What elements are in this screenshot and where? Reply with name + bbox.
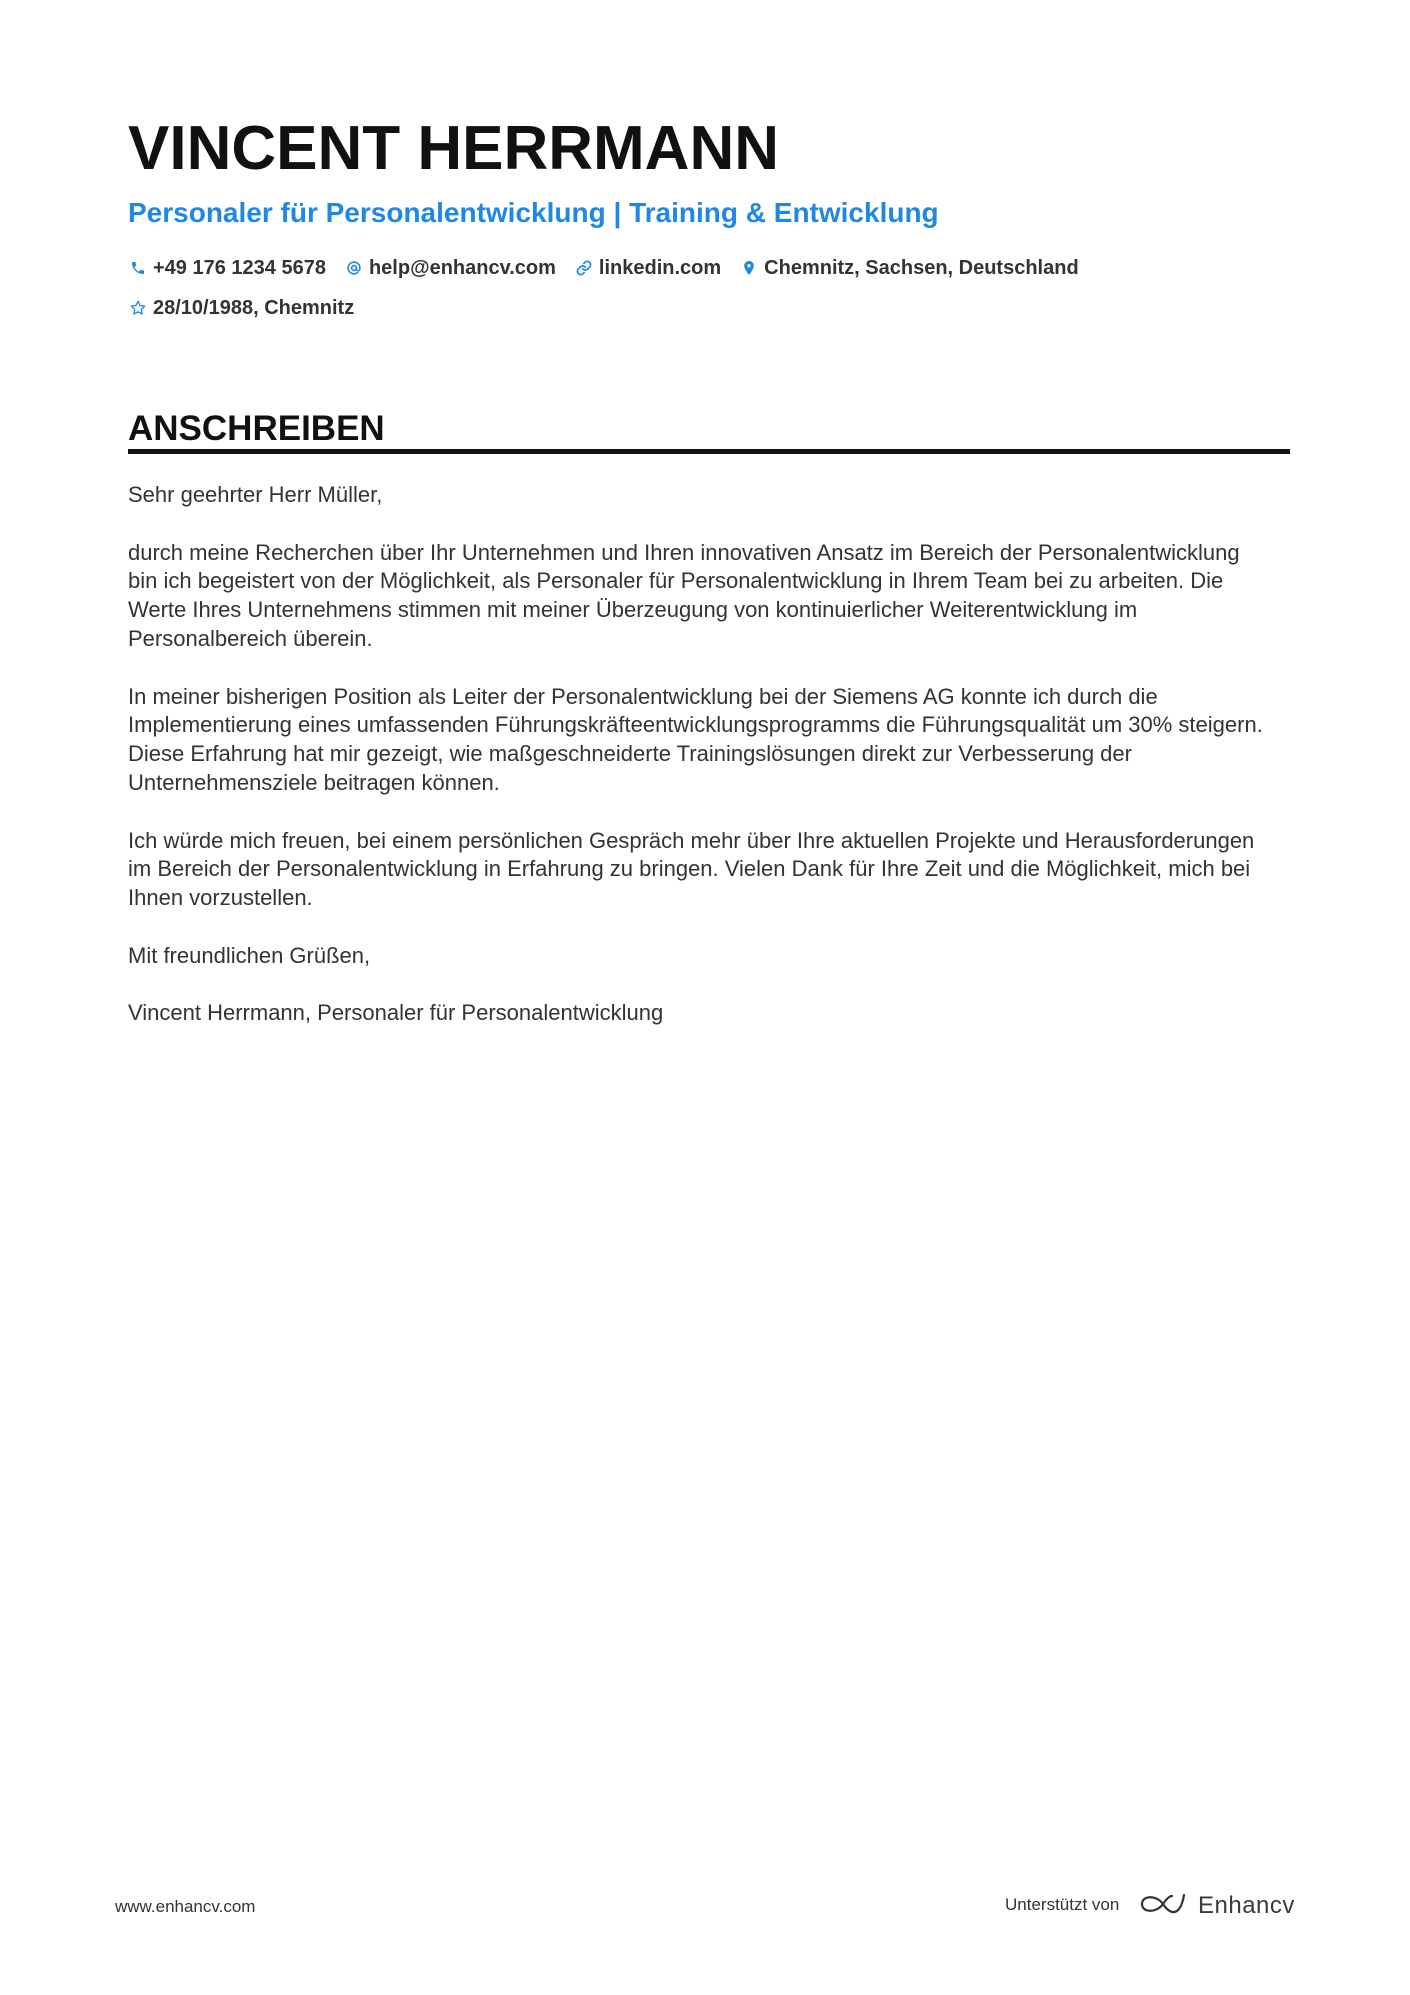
letter-line: Unternehmensziele beitragen können. [128,769,500,795]
contact-row-secondary [130,296,374,320]
contact-linkedin[interactable] [576,256,721,280]
letter-signature [128,999,1308,1028]
phone-text: +49 176 1234 5678 [153,257,326,279]
location-text: Chemnitz, Sachsen, Deutschland [764,257,1079,279]
linkedin-text[interactable]: linkedin.com [598,257,722,279]
at-icon [346,260,362,276]
letter-line: Diese Erfahrung hat mir gezeigt, wie maßgeschneiderte Trainingslösungen direkt zur Verbesserung der [128,741,1132,767]
footer-powered-by: Unterstützt von [1005,1895,1120,1914]
section-title: ANSCHREIBEN [128,409,385,448]
letter-closing [128,942,1308,971]
letter-paragraph [128,539,1308,654]
letter-paragraph [128,683,1308,798]
contact-birth [130,296,354,320]
letter-line: Vincent Herrmann, Personaler für Personalentwicklung [128,1000,664,1026]
birth-text: 28/10/1988, Chemnitz [153,297,355,319]
applicant-title: Personaler für Personalentwicklung | Training & Entwicklung [128,197,939,228]
footer-website-link[interactable]: www.enhancv.com [115,1897,256,1916]
letter-line: durch meine Recherchen über Ihr Unternehmen und Ihren innovativen Ansatz im Bereich der Personalentwicklung [128,539,1240,565]
star-icon [130,300,146,316]
applicant-name: VINCENT HERRMANN [128,114,779,183]
letter-line: Personalbereich überein. [128,625,373,651]
contact-location [741,256,1079,280]
letter-line: Ich würde mich freuen, bei einem persönlichen Gespräch mehr über Ihre aktuellen Projekte und Herausforderungen [128,827,1255,853]
letter-line: Ihnen vorzustellen. [128,885,313,911]
letter-line: Implementierung eines umfassenden Führungskräfteentwicklungsprogramms die Führungsqualität um 30% steigern. [128,712,1263,738]
letter-line: In meiner bisherigen Position als Leiter der Personalentwicklung bei der Siemens AG konnte ich durch die [128,683,1158,709]
location-pin-icon [741,260,757,276]
enhancv-logo-text: Enhancv [1198,1892,1295,1919]
letter-body [128,481,1308,1057]
contact-email[interactable] [346,256,556,280]
letter-line: Sehr geehrter Herr Müller, [128,482,383,507]
letter-line: Mit freundlichen Grüßen, [128,942,371,968]
letter-line: Werte Ihres Unternehmens stimmen mit meiner Überzeugung von kontinuierlicher Weiterentwicklung im [128,597,1138,623]
enhancv-logo-icon [1139,1891,1187,1917]
letter-paragraph [128,827,1308,913]
contact-phone [130,256,326,280]
letter-line: im Bereich der Personalentwicklung in Erfahrung zu bringen. Vielen Dank für Ihre Zeit und die Möglichkeit, mich bei [128,856,1251,882]
section-divider [128,449,1290,454]
phone-icon [130,260,146,276]
link-icon [576,260,592,276]
email-text[interactable]: help@enhancv.com [368,257,556,279]
contact-row-primary [130,256,1099,280]
letter-line: bin ich begeistert von der Möglichkeit, als Personaler für Personalentwicklung in Ihrem Team bei zu arbeiten. Die [128,568,1224,594]
letter-salutation [128,481,1308,510]
